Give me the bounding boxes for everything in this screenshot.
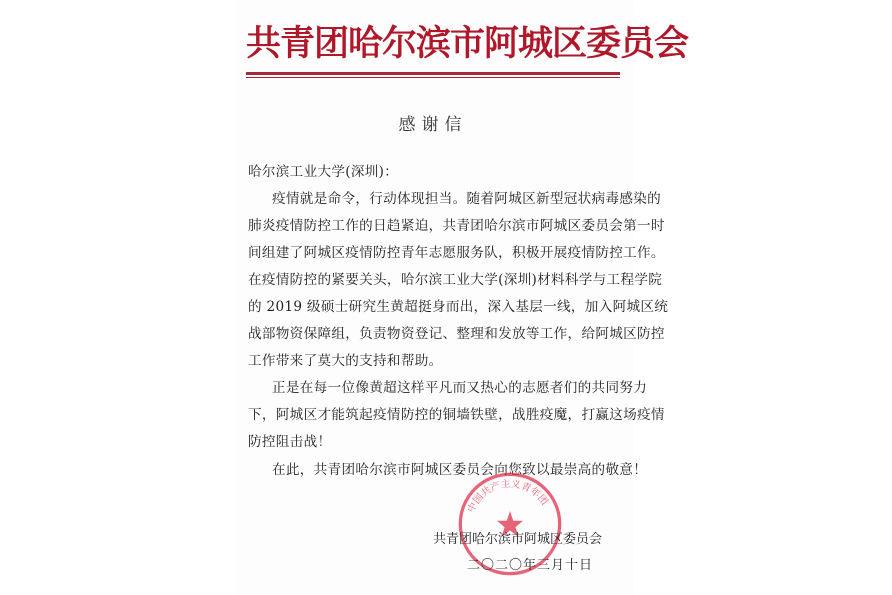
salutation: 哈尔滨工业大学(深圳)： xyxy=(248,164,399,180)
body-line: 工作带来了莫大的支持和帮助。 xyxy=(248,353,443,369)
body-line: 战部物资保障组，负责物资登记、整理和发放等工作，给阿城区防控 xyxy=(248,326,665,342)
body-line: 疫情就是命令，行动体现担当。随着阿城区新型冠状病毒感染的 xyxy=(272,191,662,207)
body-line: 在此，共青团哈尔滨市阿城区委员会向您致以最崇高的敬意！ xyxy=(272,462,648,478)
seal-arc-text: 中国共产主义青年团 xyxy=(465,478,550,515)
signature: 共青团哈尔滨市阿城区委员会 xyxy=(433,532,603,547)
body-line: 的 2019 级硕士研究生黄超挺身而出，深入基层一线，加入阿城区统 xyxy=(248,299,669,315)
letterhead-rule xyxy=(246,72,620,75)
body-line: 正是在每一位像黄超这样平凡而又热心的志愿者们的共同努力 xyxy=(272,380,648,396)
letter-title: 感谢信 xyxy=(398,115,468,135)
body-line: 下，阿城区才能筑起疫情防控的铜墙铁壁，战胜疫魔，打赢这场疫情 xyxy=(248,407,665,423)
letterhead-rule-thin xyxy=(246,77,620,78)
body-line: 间组建了阿城区疫情防控青年志愿服务队，积极开展疫情防控工作。 xyxy=(248,245,665,261)
body-line: 在疫情防控的紧要关头，哈尔滨工业大学(深圳)材料科学与工程学院 xyxy=(248,272,663,288)
letter-page xyxy=(236,0,689,595)
body-line: 防控阻击战！ xyxy=(248,434,332,450)
body-line: 肺炎疫情防控工作的日趋紧迫，共青团哈尔滨市阿城区委员会第一时 xyxy=(248,218,665,234)
date: 二〇二〇年三月十日 xyxy=(467,558,594,573)
letterhead: 共青团哈尔滨市阿城区委员会 xyxy=(246,23,689,64)
